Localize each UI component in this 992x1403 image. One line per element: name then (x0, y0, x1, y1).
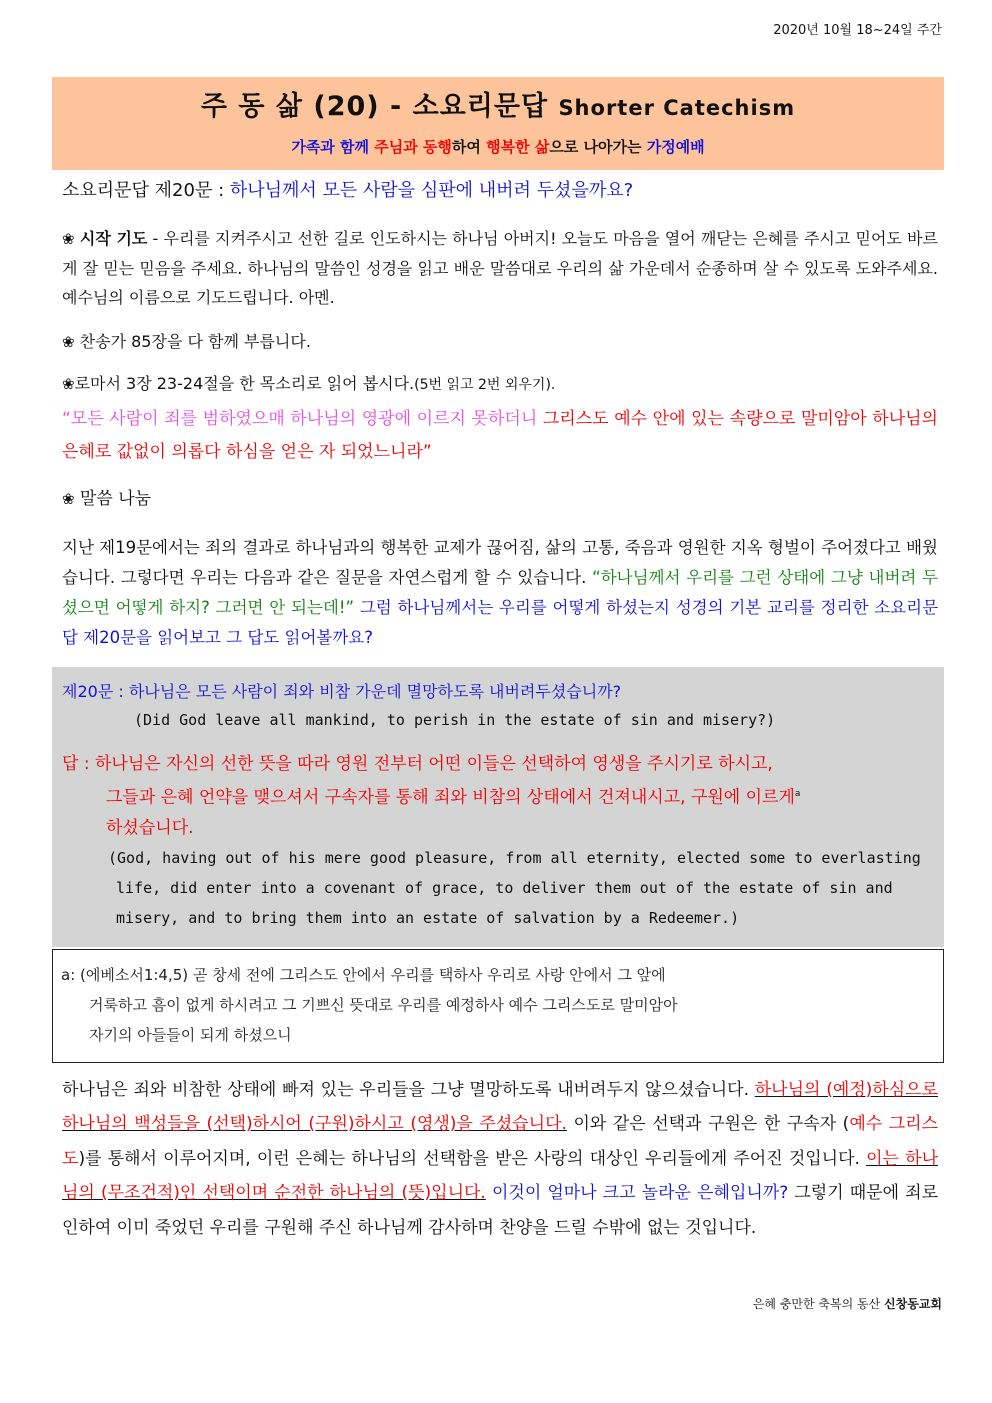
page-title (62, 89, 934, 126)
reading-line (62, 372, 938, 397)
answer-text: 그들과 은혜 언약을 맺으셔서 구속자를 통해 죄와 비참의 상태에서 건져내시고, 구원에 이르게 (106, 787, 795, 808)
hymn-text: 찬송가 85장을 다 함께 부릅니다. (79, 332, 311, 351)
footer-motto: 은혜 충만한 축복의 동산 (752, 1297, 885, 1312)
intro-quote: “하나님께서 우리를 그런 상태에 그냥 내버려 두셨으면 어떻게 하지? 그러면 안 되는데!” (62, 568, 939, 617)
flower-icon: ❀ (62, 375, 75, 393)
catechism-question-ko: 제20문 : 하나님은 모든 사람이 죄와 비참 가운데 멸망하도록 내버려두셨습니까? (62, 682, 622, 701)
question-text: 하나님께서 모든 사람을 심판에 내버려 두셨을까요? (229, 180, 634, 201)
catechism-question-en: (Did God leave all mankind, to perish in the estate of sin and misery?) (134, 711, 776, 729)
subtitle-part: 가족과 함께 (291, 138, 375, 156)
conclusion-emphasis: 하나님의 (예정)하심으로 하나님의 백성들을 (선택)하시어 (구원)하시고 (영생)을 주셨습니다. (62, 1079, 938, 1135)
subtitle-part: 으로 나아가는 (549, 138, 647, 156)
question-line (62, 178, 938, 204)
conclusion-redeemer: 예수 그리스도 (62, 1114, 938, 1169)
title-korean: 주 동 삶 (20) - 소요리문답 (200, 91, 549, 122)
answer-en-3: misery, and to bring them into an estate of salvation by a Redeemer.) (116, 908, 740, 927)
subtitle-part: 가정예배 (646, 138, 705, 156)
footnote-line: a: (에베소서1:4,5) 곧 창세 전에 그리스도 안에서 우리를 택하사 우리로 사랑 안에서 그 앞에 (61, 965, 666, 984)
footer (0, 1295, 942, 1313)
answer-line-3: 하셨습니다. (106, 817, 194, 838)
conclusion-text: 그렇기 때문에 죄로 인하여 이미 죽었던 우리를 구원해 주신 하나님께 감사하며 찬양을 드릴 수밖에 없는 것입니다. (62, 1183, 938, 1238)
answer-line-1 (62, 749, 934, 779)
subtitle-part: 주님과 동행 (374, 138, 452, 156)
answer-en-2: life, did enter into a covenant of grace, to deliver them out of the estate of sin and (116, 878, 893, 897)
conclusion-text: )를 통해서 이루어지며, 이런 은혜는 하나님의 선택함을 받은 사랑의 대상인 우리들에게 주어진 것입니다. (78, 1148, 867, 1169)
intro-paragraph (62, 533, 938, 653)
footnote-line: 거룩하고 흠이 없게 하시려고 그 기쁘신 뜻대로 우리를 예정하사 예수 그리스도로 말미암아 (89, 995, 678, 1014)
subtitle (62, 136, 934, 158)
prayer-label: 시작 기도 (79, 229, 148, 248)
footnote-line: 자기의 아들들이 되게 하셨으니 (89, 1025, 292, 1044)
header-banner (52, 77, 944, 170)
sharing-title: 말씀 나눔 (79, 489, 152, 509)
intro-question: 그럼 하나님께서는 우리를 어떻게 하셨는지 성경의 기본 교리를 정리한 소요리문답 제20문을 읽어보고 그 답도 읽어볼까요? (62, 598, 939, 647)
answer-text: 하나님은 자신의 선한 뜻을 따라 영원 전부터 어떤 이들은 선택하여 영생을 주시기로 하시고, (94, 754, 773, 774)
subtitle-part: 행복한 삶 (486, 138, 550, 156)
answer-label: 답 : (62, 754, 95, 774)
answer-line-2 (106, 779, 934, 813)
conclusion-question: 이것이 얼마나 크고 놀라운 은혜입니까? (491, 1183, 789, 1204)
flower-icon: ❀ (62, 333, 75, 351)
verse-part: 그리스도 예수 안에 있는 속량으로 말미암아 하나님의 은혜로 값없이 의롭다 하심을 얻은 자 되었느니라” (62, 409, 938, 462)
date-range: 2020년 10월 18~24일 주간 (773, 23, 942, 38)
opening-prayer (62, 224, 938, 312)
footnote-box (52, 949, 944, 1063)
title-english: Shorter Catechism (558, 96, 796, 120)
conclusion-emphasis: 이는 하나님의 (무조건적)인 선택이며 순전한 하나님의 (뜻)입니다. (62, 1148, 938, 1204)
bible-verse (62, 403, 938, 469)
verse-part: “모든 사람이 죄를 범하였으매 하나님의 영광에 이르지 못하더니 (62, 409, 543, 429)
sharing-heading (62, 487, 938, 511)
answer-en-1: (God, having out of his mere good pleasure, from all eternity, elected some to everlasting (108, 848, 921, 867)
flower-icon: ❀ (62, 230, 75, 248)
question-label: 소요리문답 제20문 : (62, 180, 230, 201)
intro-text: 지난 제19문에서는 죄의 결과로 하나님과의 행복한 교제가 끊어짐, 삶의 고통, 죽음과 영원한 지옥 형벌이 주어졌다고 배웠습니다. 그렇다면 우리는 다음과 같은 질문을 자연스럽게 할 수 있습니다. (62, 538, 938, 587)
catechism-box (52, 667, 944, 947)
conclusion-paragraph (62, 1073, 938, 1246)
conclusion-text: 이와 같은 선택과 구원은 한 구속자 ( (566, 1114, 850, 1135)
prayer-text: - 우리를 지켜주시고 선한 길로 인도하시는 하나님 아버지! 오늘도 마음을 열어 깨닫는 은혜를 주시고 믿어도 바르게 잘 믿는 믿음을 주세요. 하나님의 말씀인 성경을 읽고 배운 말씀대로 우리의 삶 가운데서 순종하며 살 수 있도록 도와주세요. 예수님의 이름으로 기도드립니다. 아멘. (62, 229, 938, 307)
flower-icon: ❀ (62, 490, 75, 508)
footnote-marker: a (794, 789, 801, 799)
conclusion-text: 하나님은 죄와 비참한 상태에 빠져 있는 우리들을 그냥 멸망하도록 내버려두지 않으셨습니다. (62, 1079, 755, 1100)
reading-text: 로마서 3장 23-24절을 한 목소리로 읽어 봅시다. (74, 374, 415, 393)
reading-note: (5번 읽고 2번 외우기). (414, 377, 556, 393)
subtitle-part: 하여 (451, 138, 487, 156)
hymn-line (62, 330, 938, 354)
church-name: 신창동교회 (884, 1297, 942, 1312)
